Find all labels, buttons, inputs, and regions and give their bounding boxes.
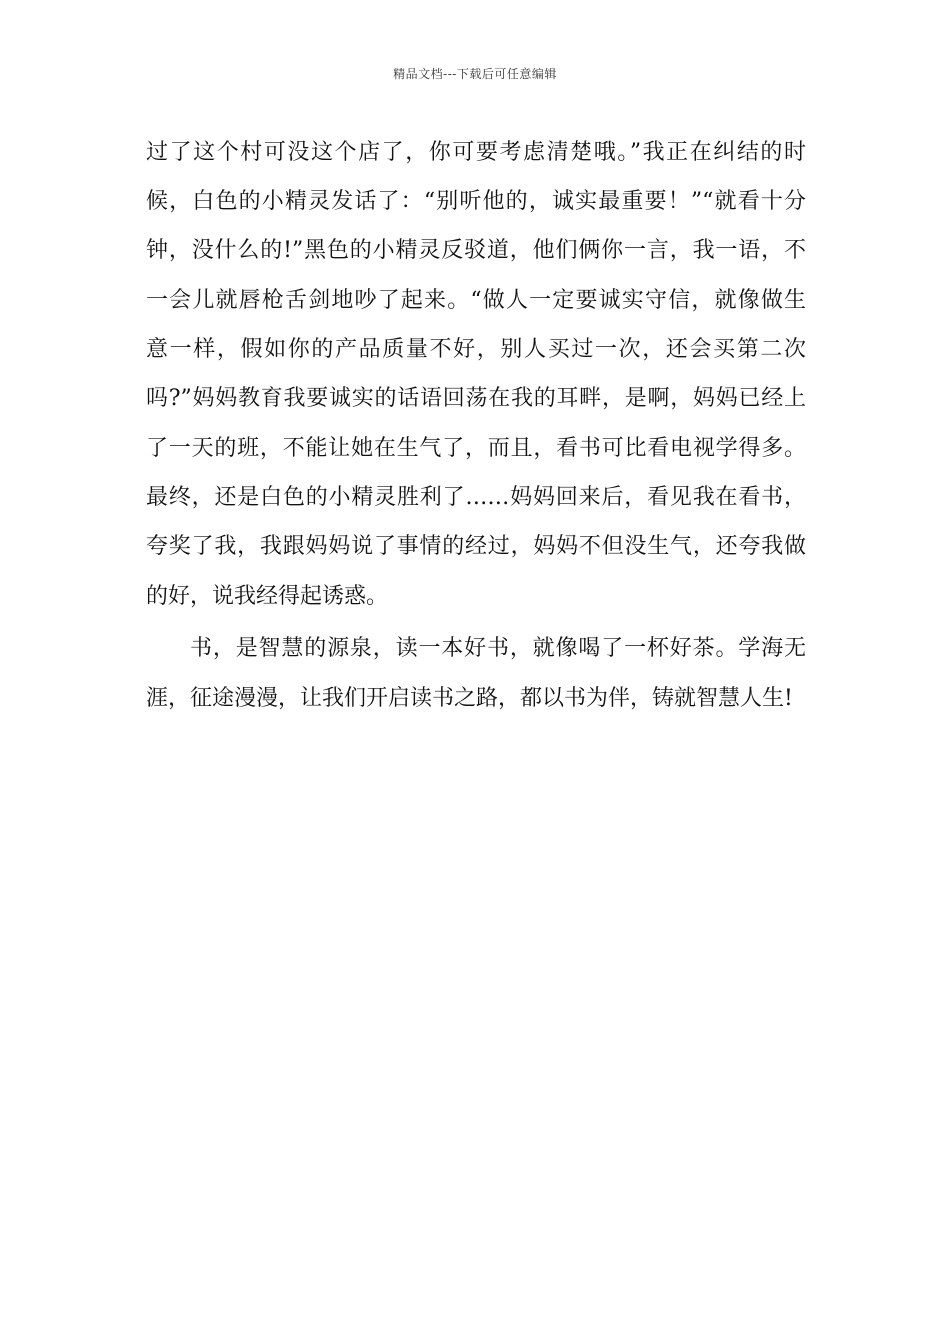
paragraph-line: 候，白色的小精灵发话了：“别听他的，诚实最重要！”“就看十分 <box>146 189 806 214</box>
paragraph-line: 一会儿就唇枪舌剑地吵了起来。“做人一定要诚实守信，就像做生 <box>146 288 806 313</box>
paragraph-line: 吗?”妈妈教育我要诚实的话语回荡在我的耳畔，是啊，妈妈已经上 <box>146 386 806 411</box>
paragraph-line: 书，是智慧的源泉，读一本好书，就像喝了一杯好茶。学海无 <box>190 636 806 661</box>
paragraph-line: 意一样，假如你的产品质量不好，别人买过一次，还会买第二次 <box>146 337 806 362</box>
paragraph-line: 最终，还是白色的小精灵胜利了……妈妈回来后，看见我在看书， <box>146 485 806 510</box>
paragraph-line: 夸奖了我，我跟妈妈说了事情的经过，妈妈不但没生气，还夸我做 <box>146 534 806 559</box>
paragraph-line: 的好，说我经得起诱惑。 <box>146 584 389 609</box>
paragraph-line: 了一天的班，不能让她在生气了，而且，看书可比看电视学得多。 <box>146 436 806 461</box>
page-header: 精品文档---下载后可任意编辑 <box>393 67 557 81</box>
paragraph-line: 钟，没什么的!”黑色的小精灵反驳道，他们俩你一言，我一语，不 <box>146 238 806 263</box>
paragraph-line: 过了这个村可没这个店了，你可要考虑清楚哦。”我正在纠结的时 <box>146 140 806 165</box>
paragraph-line: 涯，征途漫漫，让我们开启读书之路，都以书为伴，铸就智慧人生! <box>146 686 793 711</box>
